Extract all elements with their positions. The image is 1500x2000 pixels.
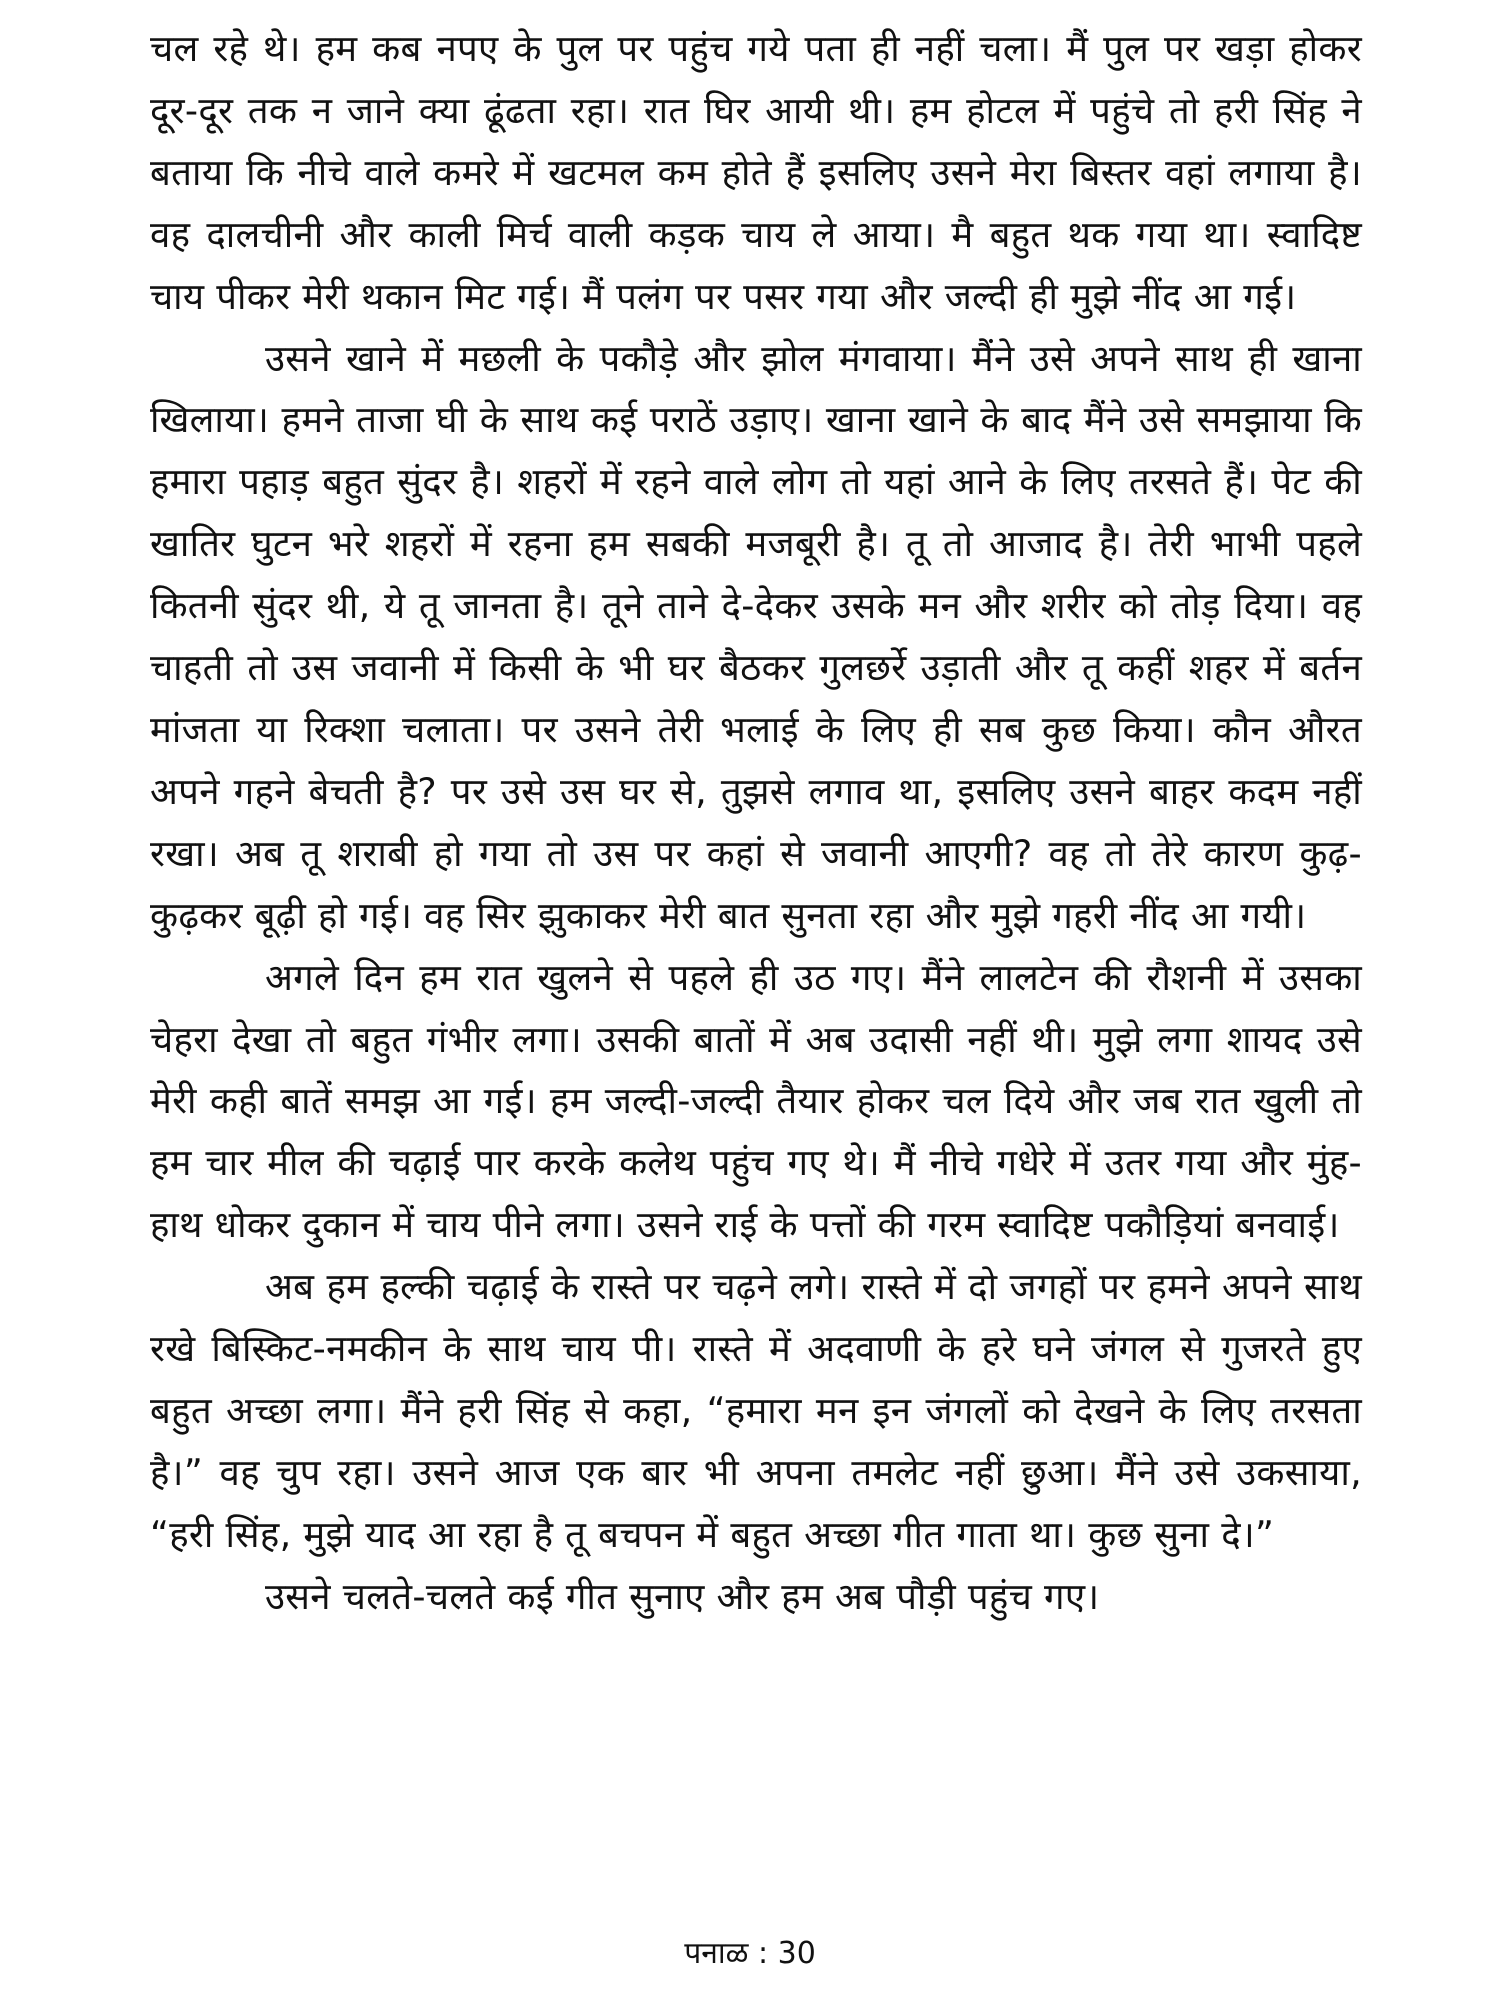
paragraph-3: अगले दिन हम रात खुलने से पहले ही उठ गए। मैंने लालटेन की रौशनी में उसका चेहरा देखा तो बहुत गंभीर लगा। उसकी बातों में अब उदासी नहीं थी। मुझे लगा शायद उसे मेरी कही बातें समझ आ गई। हम जल्दी-जल्दी तैयार होकर चल दिये और जब रात खुली तो हम चार मील की चढ़ाई पार करके कलेथ पहुंच गए थे। मैं नीचे गधेरे में उतर गया और मुंह-हाथ धोकर दुकान में चाय पीने लगा। उसने राई के पत्तों की गरम स्वादिष्ट पकौड़ियां बनवाई। <box>150 955 1362 1247</box>
paragraph-1: चल रहे थे। हम कब नपए के पुल पर पहुंच गये पता ही नहीं चला। मैं पुल पर खड़ा होकर दूर-दूर तक न जाने क्या ढूंढता रहा। रात घिर आयी थी। हम होटल में पहुंचे तो हरी सिंह ने बताया कि नीचे वाले कमरे में खटमल कम होते हैं इसलिए उसने मेरा बिस्तर वहां लगाया है। वह दालचीनी और काली मिर्च वाली कड़क चाय ले आया। मै बहुत थक गया था। स्वादिष्ट चाय पीकर मेरी थकान मिट गई। मैं पलंग पर पसर गया और जल्दी ही मुझे नींद आ गई। <box>150 27 1362 318</box>
paragraph-4: अब हम हल्की चढ़ाई के रास्ते पर चढ़ने लगे। रास्ते में दो जगहों पर हमने अपने साथ रखे बिस्किट-नमकीन के साथ चाय पी। रास्ते में अदवाणी के हरे घने जंगल से गुजरते हुए बहुत अच्छा लगा। मैंने हरी सिंह से कहा, “हमारा मन इन जंगलों को देखने के लिए तरसता है।” वह चुप रहा। उसने आज एक बार भी अपना तमलेट नहीं छुआ। मैंने उसे उकसाया, “हरी सिंह, मुझे याद आ रहा है तू बचपन में बहुत अच्छा गीत गाता था। कुछ सुना दे।” <box>150 1265 1362 1556</box>
paragraph-5: उसने चलते-चलते कई गीत सुनाए और हम अब पौड़ी पहुंच गए। <box>265 1574 1100 1618</box>
page-footer <box>0 1934 1500 1974</box>
paragraph-2: उसने खाने में मछली के पकौड़े और झोल मंगवाया। मैंने उसे अपने साथ ही खाना खिलाया। हमने ताजा घी के साथ कई पराठें उड़ाए। खाना खाने के बाद मैंने उसे समझाया कि हमारा पहाड़ बहुत सुंदर है। शहरों में रहने वाले लोग तो यहां आने के लिए तरसते हैं। पेट की खातिर घुटन भरे शहरों में रहना हम सबकी मजबूरी है। तू तो आजाद है। तेरी भाभी पहले कितनी सुंदर थी, ये तू जानता है। तूने ताने दे-देकर उसके मन और शरीर को तोड़ दिया। वह चाहती तो उस जवानी में किसी के भी घर बैठकर गुलछर्रे उड़ाती और तू कहीं शहर में बर्तन मांजता या रिक्शा चलाता। पर उसने तेरी भलाई के लिए ही सब कुछ किया। कौन औरत अपने गहने बेचती है? पर उसे उस घर से, तुझसे लगाव था, इसलिए उसने बाहर कदम नहीं रखा। अब तू शराबी हो गया तो उस पर कहां से जवानी आएगी? वह तो तेरे कारण कुढ़-कुढ़कर बूढ़ी हो गई। वह सिर झुकाकर मेरी बात सुनता रहा और मुझे गहरी नींद आ गयी। <box>150 336 1362 937</box>
page-body <box>150 18 1362 1918</box>
page-number: पनाळ : 30 <box>684 1936 816 1971</box>
